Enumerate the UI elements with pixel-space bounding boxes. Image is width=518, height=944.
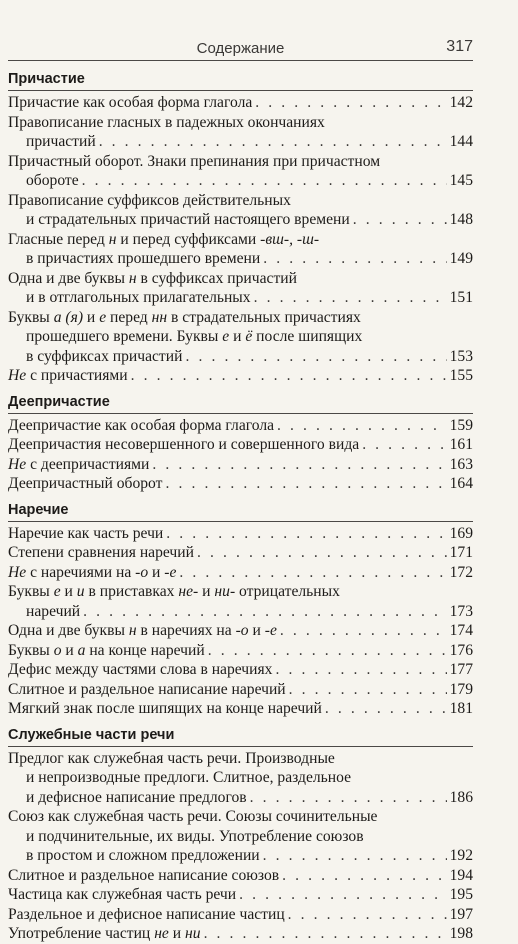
toc-entry[interactable] <box>8 113 473 152</box>
section-title: Деепричастие <box>8 393 473 414</box>
dot-leader <box>288 905 447 925</box>
entry-text: причастий <box>26 133 96 150</box>
toc-entry[interactable] <box>8 416 473 436</box>
entry-page-number: 181 <box>449 700 473 717</box>
dot-leader <box>239 885 446 905</box>
toc-entry[interactable] <box>8 524 473 544</box>
entry-page-number: 192 <box>449 847 473 864</box>
entry-text: Не с деепричастиями <box>8 455 150 473</box>
dot-leader <box>263 846 447 866</box>
toc-entry[interactable] <box>8 230 473 269</box>
entry-text: Не с причастиями <box>8 367 128 384</box>
entry-text: Гласные перед н и перед суффиксами -вш-, -ш- <box>8 230 320 248</box>
toc-entry[interactable] <box>8 93 473 113</box>
entry-page-number: 149 <box>449 250 473 267</box>
entry-page-number: 197 <box>449 905 473 923</box>
entry-page-number: 161 <box>449 436 473 453</box>
entry-page-number: 172 <box>449 563 473 581</box>
running-title: Содержание <box>196 40 285 57</box>
entry-text: Правописание суффиксов действительных <box>8 191 291 209</box>
entry-page-number: 169 <box>449 524 473 542</box>
toc-entry[interactable] <box>8 366 473 386</box>
toc-entry[interactable] <box>8 474 473 494</box>
entry-page-number: 163 <box>449 455 473 473</box>
dot-leader <box>165 474 446 494</box>
dot-leader <box>353 210 447 230</box>
entry-page-number: 144 <box>449 133 473 150</box>
entry-text: Буквы е и и в приставках не- и ни- отрицательных <box>8 583 340 600</box>
entry-page-number: 164 <box>449 475 473 492</box>
entry-text: Буквы а (я) и е перед нн в страдательных причастиях <box>8 308 361 326</box>
entry-text: наречий <box>26 602 81 620</box>
entry-text: Деепричастный оборот <box>8 475 163 492</box>
dot-leader <box>275 660 446 680</box>
entry-page-number: 145 <box>449 172 473 189</box>
dot-leader <box>152 455 446 475</box>
dot-leader <box>208 641 447 661</box>
entry-text: Причастие как особая форма глагола <box>8 94 253 111</box>
entry-text: в причастиях прошедшего времени <box>26 250 261 267</box>
entry-text: обороте <box>26 172 79 189</box>
dot-leader <box>254 288 447 308</box>
entry-text: Правописание гласных в падежных окончаниях <box>8 113 325 131</box>
dot-leader <box>204 924 447 944</box>
toc-entry[interactable] <box>8 660 473 680</box>
toc-entry[interactable] <box>8 455 473 475</box>
dot-leader <box>263 249 446 269</box>
dot-leader <box>250 788 447 808</box>
toc-section <box>8 726 473 944</box>
entry-text: и подчинительные, их виды. Употребление союзов <box>26 827 364 845</box>
entry-text: Частица как служебная часть речи <box>8 886 237 903</box>
toc-entry[interactable] <box>8 699 473 719</box>
toc-entry[interactable] <box>8 582 473 621</box>
dot-leader <box>99 132 447 152</box>
entry-text: Причастный оборот. Знаки препинания при причастном <box>8 152 381 170</box>
entry-text: Предлог как служебная часть речи. Производные <box>8 749 335 767</box>
dot-leader <box>280 621 447 641</box>
entry-text: Наречие как часть речи <box>8 524 164 542</box>
entry-page-number: 173 <box>449 602 473 620</box>
entry-text: Деепричастия несовершенного и совершенного вида <box>8 436 360 453</box>
entry-text: в простом и сложном предложении <box>26 847 260 864</box>
entry-page-number: 151 <box>449 289 473 306</box>
table-of-contents <box>8 70 473 944</box>
entry-text: Деепричастие как особая форма глагола <box>8 416 275 434</box>
entry-page-number: 148 <box>449 211 473 228</box>
entry-page-number: 153 <box>449 347 473 365</box>
dot-leader <box>282 866 446 886</box>
entry-page-number: 159 <box>449 416 473 434</box>
entry-text: Союз как служебная часть речи. Союзы сочинительные <box>8 808 378 825</box>
toc-section <box>8 70 473 386</box>
entry-text: Раздельное и дефисное написание частиц <box>8 905 285 923</box>
toc-entry[interactable] <box>8 905 473 925</box>
toc-entry[interactable] <box>8 191 473 230</box>
entry-text: Употребление частиц не и ни <box>8 925 201 942</box>
dot-leader <box>362 435 446 455</box>
dot-leader <box>325 699 447 719</box>
dot-leader <box>185 347 446 367</box>
dot-leader <box>83 602 446 622</box>
toc-entry[interactable] <box>8 924 473 944</box>
entry-text: и дефисное написание предлогов <box>26 788 247 806</box>
entry-text: Мягкий знак после шипящих на конце наречий <box>8 700 322 717</box>
toc-entry[interactable] <box>8 807 473 866</box>
entry-page-number: 142 <box>449 94 473 111</box>
toc-entry[interactable] <box>8 885 473 905</box>
entry-text: в суффиксах причастий <box>26 347 183 365</box>
entry-text: и непроизводные предлоги. Слитное, раздельное <box>26 769 352 786</box>
toc-entry[interactable] <box>8 563 473 583</box>
toc-section <box>8 393 473 494</box>
toc-entry[interactable] <box>8 680 473 700</box>
page-header <box>8 38 473 61</box>
entry-text: Слитное и раздельное написание наречий <box>8 680 286 698</box>
toc-entry[interactable] <box>8 641 473 661</box>
toc-section <box>8 501 473 719</box>
dot-leader <box>82 171 447 191</box>
toc-entry[interactable] <box>8 269 473 308</box>
section-title: Причастие <box>8 70 473 91</box>
dot-leader <box>179 563 446 583</box>
entry-text: Слитное и раздельное написание союзов <box>8 866 280 884</box>
toc-entry[interactable] <box>8 308 473 367</box>
toc-entry[interactable] <box>8 543 473 563</box>
entry-text: Степени сравнения наречий <box>8 544 194 561</box>
dot-leader <box>255 93 446 113</box>
entry-page-number: 176 <box>449 641 473 659</box>
toc-entry[interactable] <box>8 152 473 191</box>
entry-page-number: 186 <box>449 788 473 806</box>
toc-entry[interactable] <box>8 435 473 455</box>
dot-leader <box>289 680 447 700</box>
entry-text: Одна и две буквы н в наречиях на -о и -е <box>8 622 277 639</box>
section-title: Служебные части речи <box>8 726 473 747</box>
entry-page-number: 155 <box>449 367 473 384</box>
entry-text: Одна и две буквы н в суффиксах причастий <box>8 269 297 287</box>
dot-leader <box>197 543 447 563</box>
entry-page-number: 194 <box>449 866 473 884</box>
entry-text: Дефис между частями слова в наречиях <box>8 661 273 678</box>
dot-leader <box>166 524 446 544</box>
entry-text: Не с наречиями на -о и -е <box>8 563 177 581</box>
entry-text: прошедшего времени. Буквы е и ё после шипящих <box>26 328 363 345</box>
page-number: 317 <box>446 38 473 55</box>
entry-page-number: 198 <box>449 925 473 942</box>
entry-text: и в отглагольных прилагательных <box>26 289 251 306</box>
toc-entry[interactable] <box>8 749 473 808</box>
entry-text: Буквы о и а на конце наречий <box>8 641 205 659</box>
entry-page-number: 179 <box>449 680 473 698</box>
entry-page-number: 195 <box>449 886 473 903</box>
section-title: Наречие <box>8 501 473 522</box>
toc-entry[interactable] <box>8 866 473 886</box>
dot-leader <box>277 416 447 436</box>
toc-entry[interactable] <box>8 621 473 641</box>
entry-text: и страдательных причастий настоящего времени <box>26 211 350 228</box>
entry-page-number: 174 <box>449 622 473 639</box>
dot-leader <box>131 366 447 386</box>
entry-page-number: 171 <box>449 544 473 561</box>
entry-page-number: 177 <box>449 661 473 678</box>
